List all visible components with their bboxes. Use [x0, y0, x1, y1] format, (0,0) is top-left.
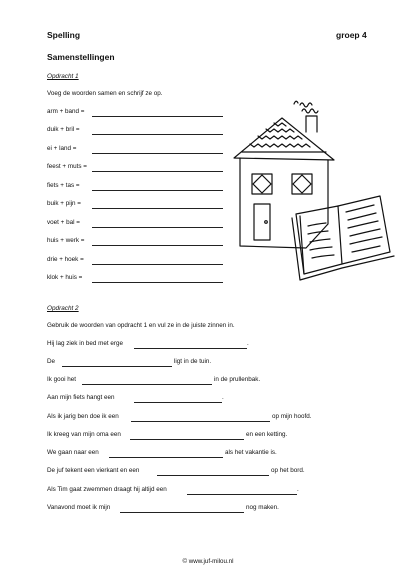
sentence-start: Aan mijn fiets hangt een: [47, 394, 115, 401]
sentence-start: We gaan naar een: [47, 449, 99, 456]
page-title: Samenstellingen: [47, 52, 115, 62]
sentence-end: als het vakantie is.: [225, 449, 277, 456]
sentence-start: Als Tim gaat zwemmen draagt hij altijd een: [47, 486, 167, 493]
exercise-item: arm + band =: [47, 108, 85, 115]
answer-line[interactable]: [92, 208, 223, 209]
exercise-item: drie + hoek =: [47, 256, 84, 263]
sentence-start: De juf tekent een vierkant en een: [47, 467, 140, 474]
fill-in-line[interactable]: [134, 348, 247, 349]
fill-in-line[interactable]: [62, 366, 172, 367]
fill-in-line[interactable]: [134, 402, 222, 403]
fill-in-line[interactable]: [157, 475, 269, 476]
footer-credit: © www.juf-milou.nl: [182, 558, 234, 565]
sentence-end: ligt in de tuin.: [174, 358, 212, 365]
exercise-item: klok + huis =: [47, 274, 83, 281]
sentence-end: .: [297, 486, 299, 493]
fill-in-line[interactable]: [131, 421, 270, 422]
fill-in-line[interactable]: [120, 512, 244, 513]
answer-line[interactable]: [92, 153, 223, 154]
sentence-start: Vanavond moet ik mijn: [47, 504, 111, 511]
sentence-end: in de prullenbak.: [214, 376, 261, 383]
answer-line[interactable]: [92, 264, 223, 265]
sentence-end: nog maken.: [246, 504, 279, 511]
sentence-end: .: [222, 394, 224, 401]
sentence-start: Ik kreeg van mijn oma een: [47, 431, 121, 438]
fill-in-line[interactable]: [109, 457, 223, 458]
exercise-item: fiets + tas =: [47, 182, 80, 189]
answer-line[interactable]: [92, 227, 223, 228]
answer-line[interactable]: [92, 134, 223, 135]
exercise-item: buik + pijn =: [47, 200, 81, 207]
opdracht1-instruction: Voeg de woorden samen en schrijf ze op.: [47, 90, 163, 97]
sentence-end: op het bord.: [271, 467, 305, 474]
fill-in-line[interactable]: [187, 494, 297, 495]
exercise-item: feest + muts =: [47, 163, 87, 170]
opdracht1-heading: Opdracht 1: [47, 73, 79, 80]
answer-line[interactable]: [92, 116, 223, 117]
sentence-end: op mijn hoofd.: [272, 413, 312, 420]
answer-line[interactable]: [92, 171, 223, 172]
sentence-start: Hij lag ziek in bed met erge: [47, 340, 123, 347]
sentence-start: De: [47, 358, 56, 365]
sentence-start: Ik gooi het: [47, 376, 77, 383]
fill-in-line[interactable]: [130, 439, 244, 440]
grade-label: groep 4: [336, 30, 367, 40]
answer-line[interactable]: [92, 190, 223, 191]
house-book-illustration: [230, 96, 400, 291]
exercise-item: voet + bal =: [47, 219, 80, 226]
sentence-start: Als ik jarig ben doe ik een: [47, 413, 119, 420]
sentence-end: en een ketting.: [246, 431, 288, 438]
answer-line[interactable]: [92, 245, 223, 246]
subject-label: Spelling: [47, 30, 81, 40]
answer-line[interactable]: [92, 282, 223, 283]
opdracht2-heading: Opdracht 2: [47, 305, 79, 312]
exercise-item: huis + werk =: [47, 237, 85, 244]
sentence-end: .: [247, 340, 249, 347]
fill-in-line[interactable]: [82, 384, 212, 385]
exercise-item: duik + bril =: [47, 126, 80, 133]
exercise-item: ei + land =: [47, 145, 77, 152]
opdracht2-instruction: Gebruik de woorden van opdracht 1 en vul ze in de juiste zinnen in.: [47, 322, 235, 329]
